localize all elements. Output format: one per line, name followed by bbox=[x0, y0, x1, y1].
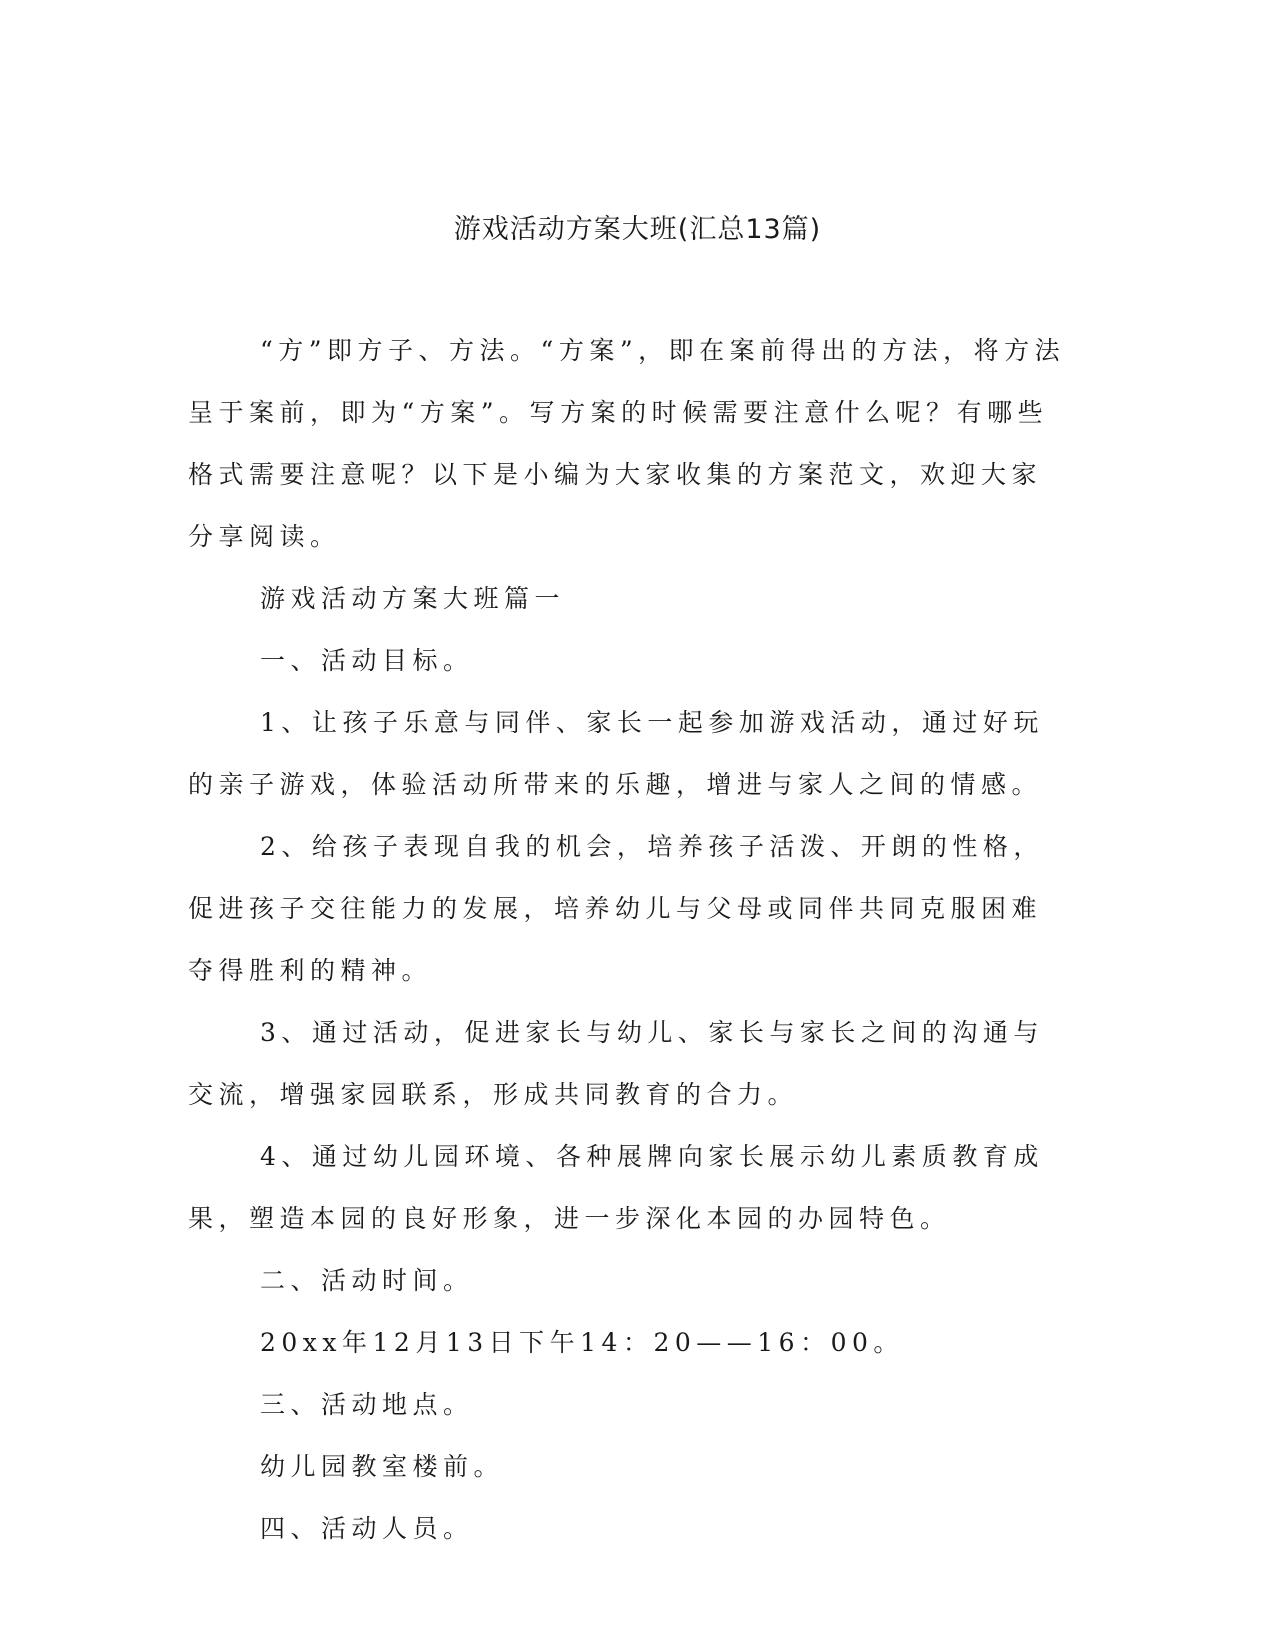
heading-activity-participants: 四、活动人员。 bbox=[260, 1514, 474, 1543]
activity-time-value: 20xx年12月13日下午14：20——16：00。 bbox=[260, 1328, 904, 1357]
goal-item-1: 1、让孩子乐意与同伴、家长一起参加游戏活动，通过好玩的亲子游戏，体验活动所带来的乐趣，增进与家人之间的情感。 bbox=[188, 708, 1044, 799]
goal-item-3: 3、通过活动，促进家长与幼儿、家长与家长之间的沟通与交流，增强家园联系，形成共同教育的合力。 bbox=[188, 1018, 1044, 1109]
document-title: 游戏活动方案大班(汇总13篇) bbox=[453, 214, 822, 245]
heading-activity-location: 三、活动地点。 bbox=[260, 1390, 474, 1419]
document-body bbox=[188, 320, 1068, 1560]
section-heading-part-one: 游戏活动方案大班篇一 bbox=[260, 584, 566, 613]
goal-item-2: 2、给孩子表现自我的机会，培养孩子活泼、开朗的性格，促进孩子交往能力的发展，培养幼儿与父母或同伴共同克服困难夺得胜利的精神。 bbox=[188, 832, 1044, 985]
goal-item-4: 4、通过幼儿园环境、各种展牌向家长展示幼儿素质教育成果，塑造本园的良好形象，进一步深化本园的办园特色。 bbox=[188, 1142, 1044, 1233]
activity-location-value: 幼儿园教室楼前。 bbox=[260, 1452, 505, 1481]
heading-activity-time: 二、活动时间。 bbox=[260, 1266, 474, 1295]
heading-activity-goals: 一、活动目标。 bbox=[260, 646, 474, 675]
intro-paragraph: “方”即方子、方法。“方案”，即在案前得出的方法，将方法呈于案前，即为“方案”。写方案的时候需要注意什么呢？有哪些格式需要注意呢？以下是小编为大家收集的方案范文，欢迎大家分享阅读。 bbox=[188, 336, 1066, 551]
